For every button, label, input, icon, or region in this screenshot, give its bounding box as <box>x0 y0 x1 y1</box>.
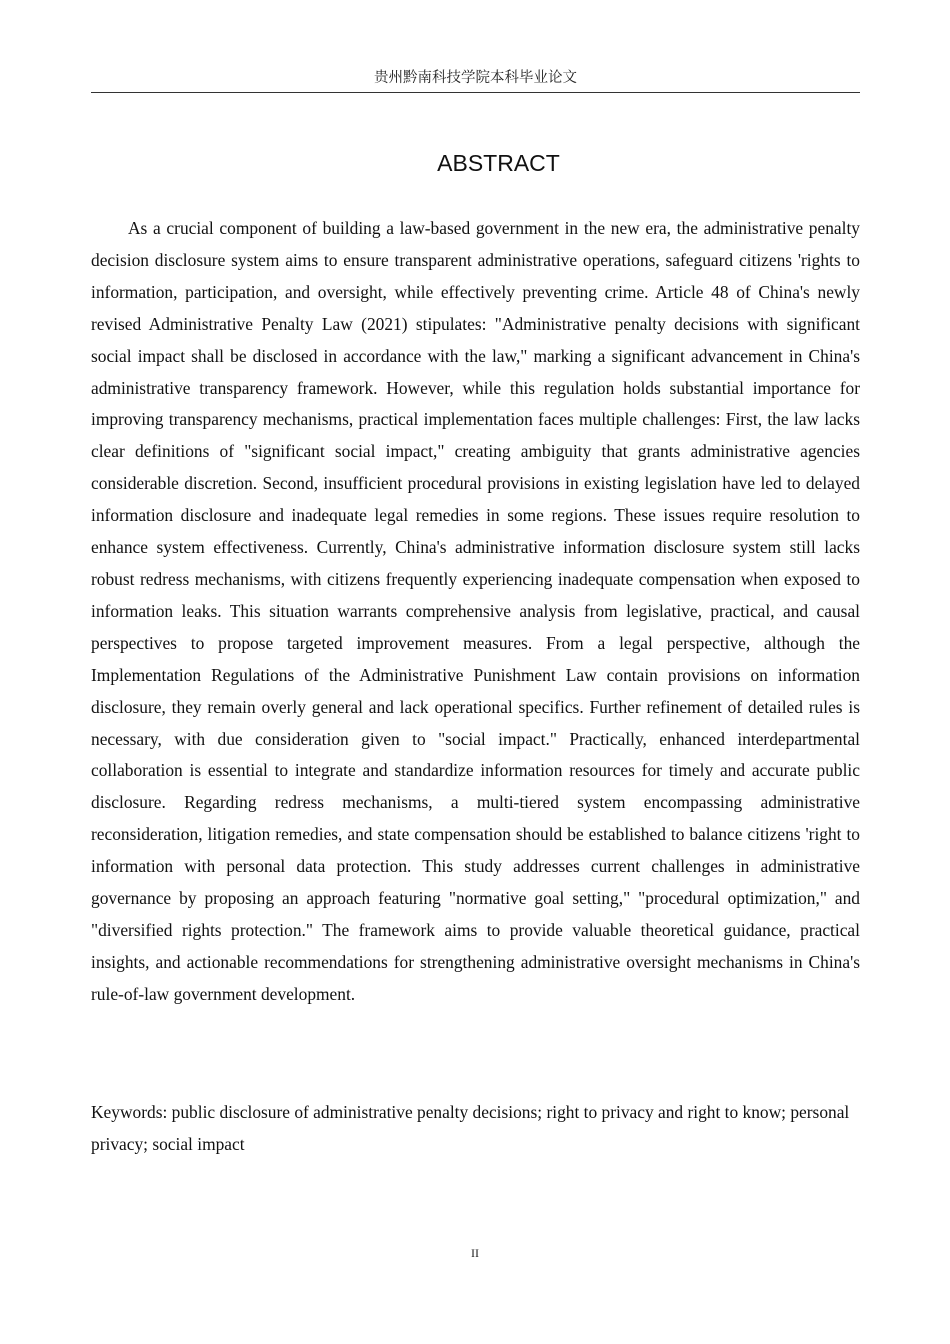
keywords-line: Keywords: public disclosure of administrative penalty decisions; right to privacy and right to know; personal privacy; social impact <box>91 1102 850 1154</box>
page-number: II <box>471 1246 479 1260</box>
running-header: 贵州黔南科技学院本科毕业论文 <box>91 66 860 93</box>
abstract-title: ABSTRACT <box>437 150 560 176</box>
abstract-body: As a crucial component of building a law-based government in the new era, the administrative penalty decision disclosure system aims to ensure transparent administrative operations, safeguard citizens 'rights to information, participation, and oversight, while effectively preventing crime. Article 48 of China's newly revised Administrative Penalty Law (2021) stipulates: "Administrative penalty decisions with significant social impact shall be disclosed in accordance with the law," marking a significant advancement in China's administrative transparency framework. However, while this regulation holds substantial importance for improving transparency mechanisms, practical implementation faces multiple challenges: First, the law lacks clear definitions of "significant social impact," creating ambiguity that grants administrative agencies considerable discretion. Second, insufficient procedural provisions in existing legislation have led to delayed information disclosure and inadequate legal remedies in some regions. These issues require resolution to enhance system effectiveness. Currently, China's administrative information disclosure system still lacks robust redress mechanisms, with citizens frequently experiencing inadequate compensation when exposed to information leaks. This situation warrants comprehensive analysis from legislative, practical, and causal perspectives to propose targeted improvement measures. From a legal perspective, although the Implementation Regulations of the Administrative Punishment Law contain provisions on information disclosure, they remain overly general and lack operational specifics. Further refinement of detailed rules is necessary, with due consideration given to "social impact." Practically, enhanced interdepartmental collaboration is essential to integrate and standardize information resources for timely and accurate public disclosure. Regarding redress mechanisms, a multi-tiered system encompassing administrative reconsideration, litigation remedies, and state compensation should be established to balance citizens 'right to information with personal data protection. This study addresses current challenges in administrative governance by proposing an approach featuring "normative goal setting," "procedural optimization," and "diversified rights protection." The framework aims to provide valuable theoretical guidance, practical insights, and actionable recommendations for strengthening administrative oversight mechanisms in China's rule-of-law government development. <box>91 218 860 1004</box>
